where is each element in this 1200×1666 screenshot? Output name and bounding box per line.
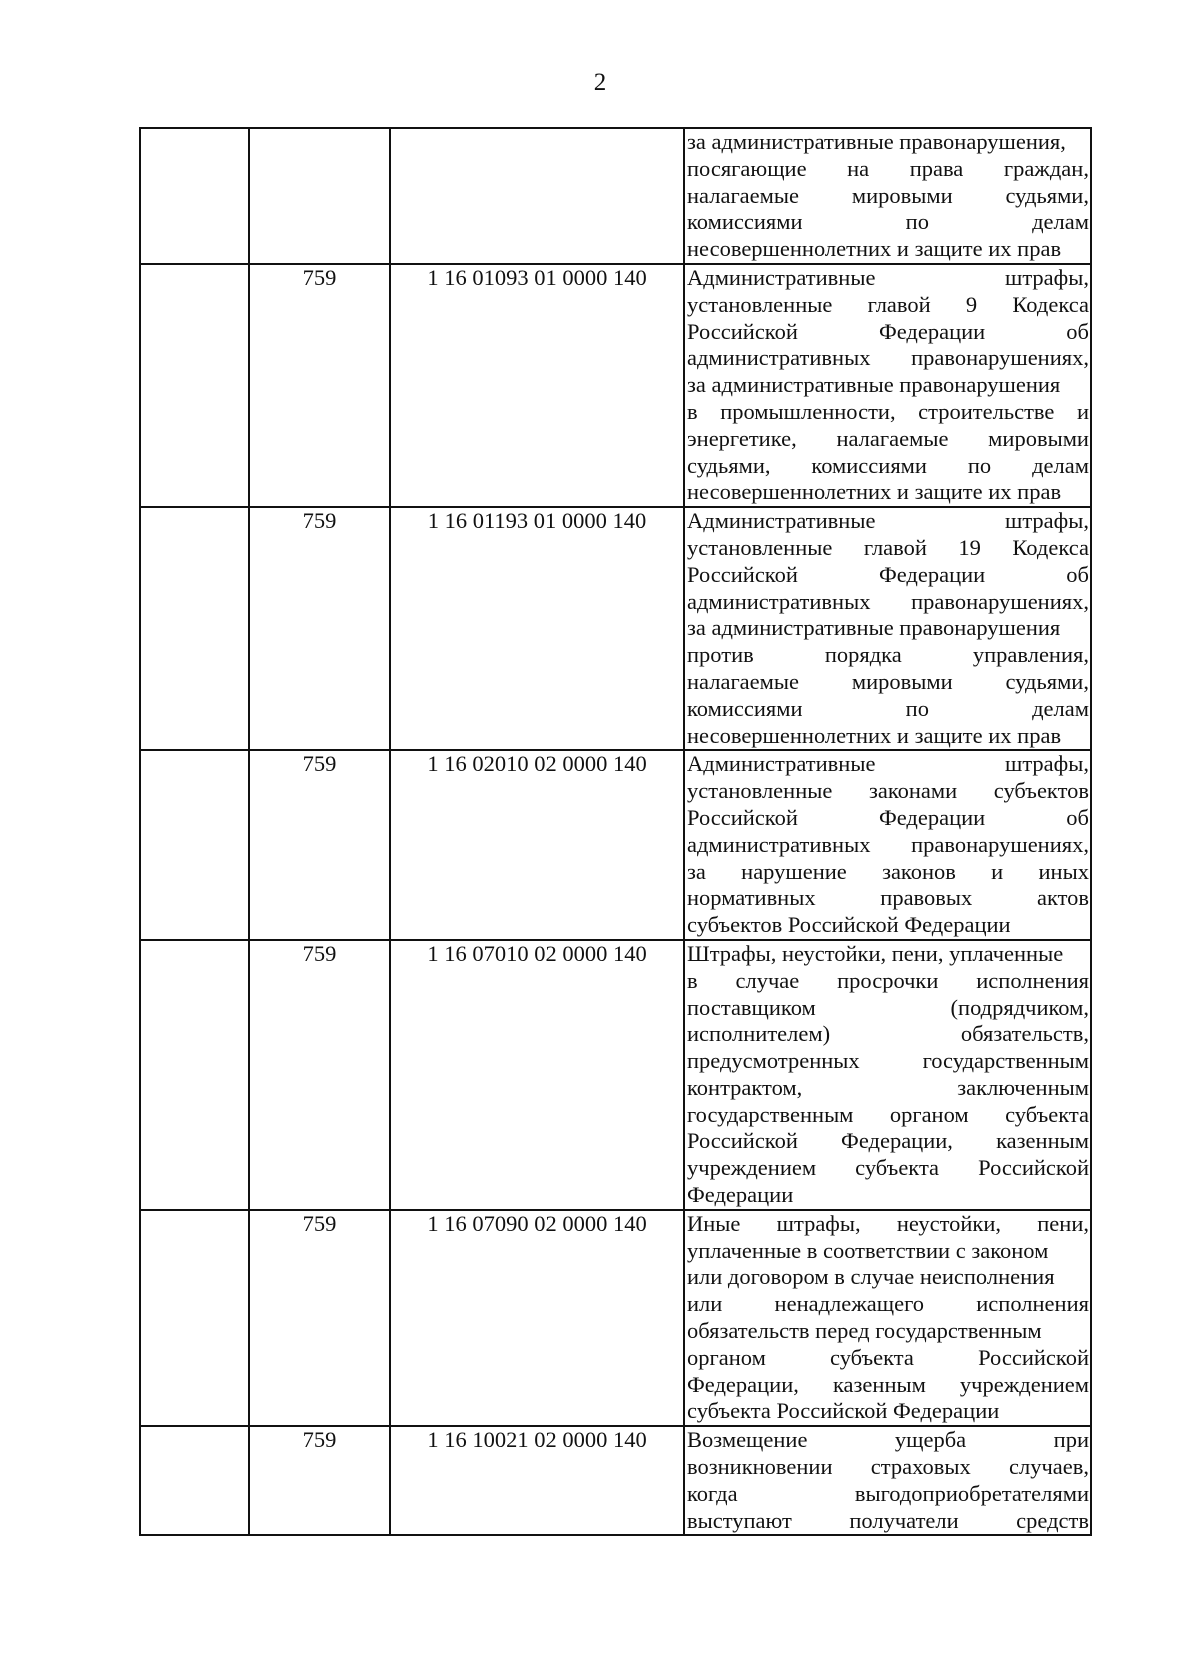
description-word: Российской — [978, 1344, 1089, 1370]
description-word: штрафы, — [1005, 508, 1089, 534]
description-word: установленные — [687, 291, 833, 317]
description-word: Федерации — [878, 318, 986, 344]
description-word: мировыми — [988, 425, 1089, 451]
description-line — [685, 589, 1090, 616]
description-word: по — [967, 452, 992, 478]
budget-code-cell — [390, 128, 684, 264]
empty-cell — [140, 1426, 249, 1535]
admin-code-cell: 759 — [249, 507, 390, 750]
description-line — [685, 859, 1090, 886]
description-word: штрафы, — [1005, 751, 1089, 777]
description-word: органом — [687, 1344, 766, 1370]
description-word: судьями, — [1005, 182, 1089, 208]
budget-code-cell: 1 16 07010 02 0000 140 — [390, 940, 684, 1210]
budget-code-cell: 1 16 02010 02 0000 140 — [390, 750, 684, 940]
description-word: ущерба — [894, 1427, 967, 1453]
description-line — [685, 209, 1090, 236]
description-word: страховых — [870, 1454, 971, 1480]
description-word: актов — [1036, 885, 1089, 911]
description-word: по — [905, 209, 929, 235]
description-word: субъектов Российской Федерации — [687, 912, 1011, 938]
description-word: Федерации, — [687, 1371, 799, 1397]
description-word: налагаемые — [687, 668, 799, 694]
description-word: делам — [1032, 695, 1089, 721]
description-cell — [684, 128, 1091, 264]
budget-code-cell: 1 16 01193 01 0000 140 — [390, 507, 684, 750]
description-line — [685, 345, 1090, 372]
description-word: главой — [867, 291, 931, 317]
description-word: об — [1066, 561, 1089, 587]
description-word: Административные — [687, 264, 876, 290]
description-word: государственным — [687, 1101, 854, 1127]
description-cell — [684, 1210, 1091, 1426]
budget-codes-table — [139, 127, 1092, 1536]
admin-code-cell — [249, 128, 390, 264]
description-word: Штрафы, неустойки, пени, уплаченные — [687, 940, 1064, 966]
description-word: исполнения — [976, 1291, 1089, 1317]
description-word: (подрядчиком, — [950, 994, 1089, 1020]
description-word: законов — [882, 858, 956, 884]
description-word: Федерации — [878, 804, 986, 830]
description-word: за административные правонарушения, — [687, 129, 1066, 154]
description-word: казенным — [996, 1128, 1089, 1154]
description-cell — [684, 264, 1091, 507]
description-line — [685, 1372, 1090, 1399]
description-word: государственным — [922, 1048, 1089, 1074]
description-line — [685, 453, 1090, 480]
description-word: за — [687, 858, 706, 884]
description-word: Российской — [687, 1128, 798, 1154]
description-word: по — [905, 695, 929, 721]
description-line — [685, 265, 1090, 292]
description-word: за административные правонарушения — [687, 615, 1061, 641]
description-line — [685, 1345, 1090, 1372]
description-word: правовых — [880, 885, 973, 911]
description-line — [685, 995, 1090, 1022]
description-line — [685, 479, 1090, 506]
budget-code-cell: 1 16 10021 02 0000 140 — [390, 1426, 684, 1535]
description-word: казенным — [832, 1371, 926, 1397]
description-line — [685, 399, 1090, 426]
description-line — [685, 1048, 1090, 1075]
table-body — [140, 128, 1091, 1535]
description-word: судьями, — [687, 452, 771, 478]
description-word: при — [1053, 1427, 1089, 1453]
description-line — [685, 1075, 1090, 1102]
description-word: промышленности, — [720, 398, 896, 424]
empty-cell — [140, 1210, 249, 1426]
description-line — [685, 156, 1090, 183]
description-word: случаев, — [1008, 1454, 1089, 1480]
description-word: комиссиями — [687, 209, 803, 235]
table-row — [140, 1426, 1091, 1535]
description-word: правонарушениях, — [911, 588, 1089, 614]
description-word: Федерации, — [841, 1128, 953, 1154]
description-word: порядка — [824, 642, 902, 668]
description-word: обязательств, — [960, 1021, 1089, 1047]
admin-code-cell: 759 — [249, 1210, 390, 1426]
admin-code-cell: 759 — [249, 1426, 390, 1535]
description-word: неустойки, — [896, 1210, 1002, 1236]
description-line — [685, 1182, 1090, 1209]
table-row — [140, 507, 1091, 750]
description-word: заключенным — [957, 1074, 1089, 1100]
empty-cell — [140, 264, 249, 507]
description-word: в — [687, 967, 698, 993]
description-word: Российской — [687, 561, 798, 587]
description-line — [685, 805, 1090, 832]
description-word: субъекта — [855, 1155, 940, 1181]
description-cell — [684, 1426, 1091, 1535]
description-cell — [684, 507, 1091, 750]
description-word: против — [687, 642, 754, 668]
description-word: Федерации — [878, 561, 986, 587]
description-line — [685, 372, 1090, 399]
description-word: Российской — [687, 804, 798, 830]
description-word: или договором в случае неисполнения — [687, 1264, 1055, 1290]
budget-code-cell: 1 16 01093 01 0000 140 — [390, 264, 684, 507]
description-word: судьями, — [1005, 668, 1089, 694]
description-word: права — [909, 155, 964, 181]
description-word: субъекта — [1005, 1101, 1089, 1127]
description-word: налагаемые — [836, 425, 949, 451]
description-word: Возмещение — [687, 1427, 808, 1453]
admin-code-cell: 759 — [249, 940, 390, 1210]
description-word: несовершеннолетних и защите их прав — [687, 479, 1062, 505]
description-word: исполнения — [976, 967, 1089, 993]
empty-cell — [140, 940, 249, 1210]
description-word: об — [1066, 318, 1089, 344]
table-row — [140, 750, 1091, 940]
description-line — [685, 941, 1090, 968]
description-word: выступают — [687, 1507, 792, 1533]
description-word: контрактом, — [687, 1074, 803, 1100]
description-word: выгодоприобретателями — [854, 1480, 1089, 1506]
description-line — [685, 1211, 1090, 1238]
description-line — [685, 615, 1090, 642]
description-word: делам — [1032, 452, 1089, 478]
description-line — [685, 319, 1090, 346]
description-word: и — [991, 858, 1004, 884]
description-word: в — [687, 398, 698, 424]
description-line — [685, 236, 1090, 263]
description-line — [685, 912, 1090, 939]
description-word: мировыми — [851, 182, 953, 208]
description-line — [685, 183, 1090, 210]
description-word: иных — [1038, 858, 1089, 884]
description-word: Российской — [687, 318, 798, 344]
empty-cell — [140, 128, 249, 264]
description-word: Административные — [687, 508, 876, 534]
description-word: учреждением — [959, 1371, 1089, 1397]
description-word: граждан, — [1003, 155, 1089, 181]
table-row — [140, 1210, 1091, 1426]
description-word: когда — [687, 1480, 738, 1506]
description-word: Кодекса — [1012, 534, 1089, 560]
description-word: исполнителем) — [687, 1021, 831, 1047]
description-word: Административные — [687, 751, 876, 777]
description-word: управления, — [972, 642, 1089, 668]
description-line — [685, 751, 1090, 778]
description-word: нарушение — [741, 858, 847, 884]
description-word: штрафы, — [1005, 264, 1089, 290]
description-word: Федерации — [687, 1182, 794, 1208]
description-line — [685, 778, 1090, 805]
description-line — [685, 1264, 1090, 1291]
table-row — [140, 128, 1091, 264]
description-word: обязательств перед государственным — [687, 1318, 1042, 1344]
description-line — [685, 426, 1090, 453]
description-line — [685, 1398, 1090, 1425]
description-word: средств — [1016, 1507, 1089, 1533]
description-cell — [684, 940, 1091, 1210]
description-line — [685, 129, 1090, 156]
description-line — [685, 669, 1090, 696]
description-line — [685, 1238, 1090, 1265]
description-line — [685, 1481, 1090, 1508]
description-word: возникновении — [687, 1454, 833, 1480]
description-line — [685, 1508, 1090, 1535]
description-line — [685, 508, 1090, 535]
description-line — [685, 885, 1090, 912]
budget-code-cell: 1 16 07090 02 0000 140 — [390, 1210, 684, 1426]
admin-code-cell: 759 — [249, 264, 390, 507]
description-line — [685, 1155, 1090, 1182]
description-word: налагаемые — [687, 182, 799, 208]
description-word: за административные правонарушения — [687, 372, 1061, 398]
description-word: административных — [687, 831, 871, 857]
description-line — [685, 1318, 1090, 1345]
empty-cell — [140, 507, 249, 750]
description-word: штрафы, — [776, 1210, 861, 1236]
description-word: установленные — [687, 778, 833, 804]
description-word: об — [1066, 804, 1089, 830]
table-row — [140, 264, 1091, 507]
description-word: предусмотренных — [687, 1048, 860, 1074]
page-number: 2 — [593, 69, 607, 96]
description-word: строительстве — [918, 398, 1055, 424]
description-word: комиссиями — [811, 452, 927, 478]
description-word: поставщиком — [687, 994, 816, 1020]
description-word: посягающие — [687, 155, 807, 181]
description-word: учреждением — [687, 1155, 817, 1181]
description-line — [685, 723, 1090, 750]
description-word: законами — [868, 778, 958, 804]
description-line — [685, 968, 1090, 995]
description-word: субъекта — [830, 1344, 914, 1370]
description-word: 19 — [958, 534, 981, 560]
description-word: несовершеннолетних и защите их прав — [687, 722, 1062, 748]
description-line — [685, 1021, 1090, 1048]
description-word: получатели — [849, 1507, 959, 1533]
description-word: нормативных — [687, 885, 816, 911]
description-word: 9 — [965, 291, 978, 317]
description-line — [685, 1128, 1090, 1155]
description-word: органом — [889, 1101, 969, 1127]
description-word: комиссиями — [687, 695, 803, 721]
table-row — [140, 940, 1091, 1210]
description-line — [685, 1291, 1090, 1318]
description-word: случае — [735, 967, 800, 993]
description-word: установленные — [687, 534, 833, 560]
description-word: Российской — [978, 1155, 1089, 1181]
description-word: административных — [687, 345, 871, 371]
description-word: несовершеннолетних и защите их прав — [687, 236, 1062, 262]
description-word: или — [687, 1291, 723, 1317]
description-word: просрочки — [837, 967, 939, 993]
description-line — [685, 1102, 1090, 1129]
description-line — [685, 832, 1090, 859]
description-word: административных — [687, 588, 871, 614]
admin-code-cell: 759 — [249, 750, 390, 940]
description-line — [685, 292, 1090, 319]
description-word: на — [847, 155, 870, 181]
description-word: субъекта Российской Федерации — [687, 1398, 1000, 1424]
description-word: Иные — [687, 1210, 741, 1236]
description-line — [685, 535, 1090, 562]
description-line — [685, 696, 1090, 723]
description-word: пени, — [1037, 1210, 1089, 1236]
description-cell — [684, 750, 1091, 940]
description-word: Кодекса — [1012, 291, 1089, 317]
empty-cell — [140, 750, 249, 940]
description-word: и — [1076, 398, 1089, 424]
description-word: ненадлежащего — [774, 1291, 925, 1317]
description-word: субъектов — [993, 778, 1089, 804]
description-line — [685, 1454, 1090, 1481]
description-word: мировыми — [851, 668, 953, 694]
description-word: энергетике, — [687, 425, 797, 451]
description-word: правонарушениях, — [911, 345, 1089, 371]
description-line — [685, 642, 1090, 669]
description-word: уплаченные в соответствии с законом — [687, 1237, 1049, 1263]
description-word: правонарушениях, — [911, 831, 1089, 857]
description-word: главой — [863, 534, 927, 560]
description-word: делам — [1032, 209, 1089, 235]
description-line — [685, 562, 1090, 589]
description-line — [685, 1427, 1090, 1454]
